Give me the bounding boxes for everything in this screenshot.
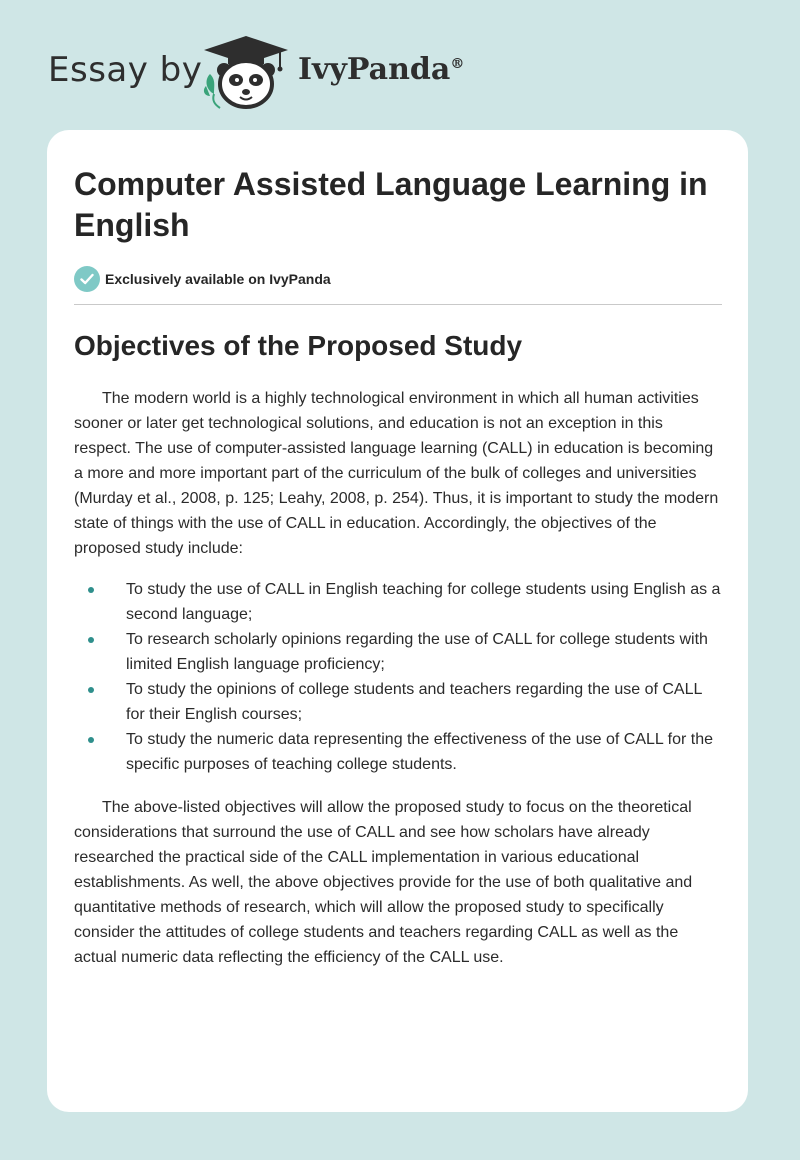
panda-logo-icon[interactable] — [200, 34, 292, 110]
list-item: To research scholarly opinions regarding the use of CALL for college students with limited English language proficiency; — [74, 627, 722, 677]
bullet-icon — [88, 587, 94, 593]
brand-name[interactable]: IvyPanda® — [298, 52, 465, 87]
availability-text: Exclusively available on IvyPanda — [105, 271, 331, 287]
bullet-icon — [88, 737, 94, 743]
list-item: To study the numeric data representing the effectiveness of the use of CALL for the specific purposes of teaching college students. — [74, 727, 722, 777]
list-item: To study the opinions of college students and teachers regarding the use of CALL for their English courses; — [74, 677, 722, 727]
essay-card — [47, 130, 748, 1112]
page-title: Computer Assisted Language Learning in English — [74, 166, 708, 243]
bullet-icon — [88, 687, 94, 693]
paragraph-intro: The modern world is a highly technological environment in which all human activities sooner or later get technological solutions, and education is not an exception in this respect. The use of computer-assisted language learning (CALL) in education is becoming a more and more important part of the curriculum of the bulk of colleges and universities (Murday et al., 2008, p. 125; Leahy, 2008, p. 254). Thus, it is important to study the modern state of things with the use of CALL in education. Accordingly, the objectives of the proposed study include: — [74, 390, 719, 557]
divider — [74, 304, 722, 305]
essay-by-label: Essay by — [48, 50, 203, 90]
bullet-icon — [88, 637, 94, 643]
paragraph-conclusion: The above-listed objectives will allow the proposed study to focus on the theoretical considerations that surround the use of CALL and see how scholars have already researched the practical side of the CALL implementation in various educational establishments. As well, the above objectives provide for the use of both qualitative and quantitative methods of research, which will allow the proposed study to specifically consider the attitudes of college students and teachers regarding CALL as well as the actual numeric data reflecting the efficiency of the CALL use. — [74, 799, 693, 966]
section-heading: Objectives of the Proposed Study — [74, 330, 523, 361]
objectives-list — [74, 577, 722, 777]
checkmark-icon — [74, 266, 100, 292]
availability-badge — [74, 265, 722, 293]
site-header — [0, 0, 800, 120]
list-item: To study the use of CALL in English teaching for college students using English as a second language; — [74, 577, 722, 627]
essay-content — [74, 164, 722, 970]
